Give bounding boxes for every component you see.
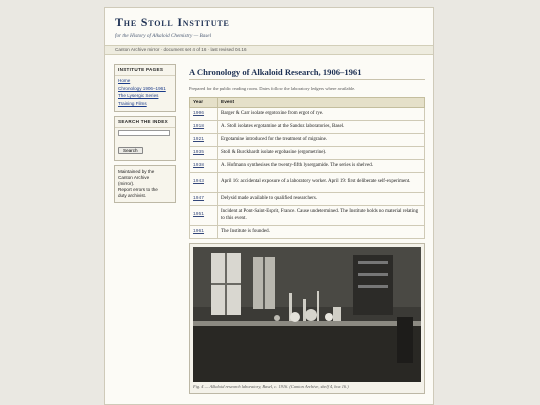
table-row <box>190 206 425 226</box>
search-button[interactable]: Search <box>118 147 143 154</box>
year-link[interactable]: 1943 <box>193 179 205 185</box>
sidebar <box>114 64 176 207</box>
page-lede: Prepared for the public reading room. Dates follow the laboratory ledgers where available. <box>189 86 356 91</box>
laboratory-photo <box>193 247 421 382</box>
event-cell: A. Stoll isolates ergotamine at the Sandoz laboratories, Basel. <box>218 121 425 134</box>
table-row <box>190 226 425 239</box>
event-cell: A. Hofmann synthesises the twenty-fifth lysergamide. The series is shelved. <box>218 160 425 173</box>
year-link[interactable]: 1938 <box>193 162 205 168</box>
table-row <box>190 147 425 160</box>
year-link[interactable]: 1947 <box>193 195 205 201</box>
event-cell: Incident at Pont-Saint-Esprit, France. Cause undetermined. The Institute holds no material relating to this event. <box>218 206 425 226</box>
event-cell: April 16: accidental exposure of a laboratory worker. April 19: first deliberate self-experiment. <box>218 173 425 193</box>
search-box <box>114 116 176 161</box>
maintainer-note-box <box>114 165 176 203</box>
sidebar-nav <box>115 76 175 111</box>
column-header-event: Event <box>218 98 425 108</box>
figure <box>189 243 425 394</box>
table-row <box>190 160 425 173</box>
main-content <box>189 67 425 394</box>
sidebar-link-training-films[interactable]: Training Films <box>118 100 147 106</box>
table-row <box>190 173 425 193</box>
note-line: Maintained by the <box>118 169 155 174</box>
sidebar-link-home[interactable]: Home <box>118 78 131 83</box>
event-cell: Delysid made available to qualified researchers. <box>218 193 425 206</box>
year-link[interactable]: 1961 <box>193 228 205 234</box>
sidebar-link-lysergic-series[interactable]: The Lysergic Series <box>118 93 159 98</box>
institute-pages-box <box>114 64 176 112</box>
table-header-row <box>190 98 425 108</box>
table-row <box>190 108 425 121</box>
table-row <box>190 121 425 134</box>
year-link[interactable]: 1935 <box>193 149 205 155</box>
site-subtitle: for the History of Alkaloid Chemistry — Basel <box>115 33 212 39</box>
search-form <box>115 128 175 160</box>
column-header-year: Year <box>190 98 218 108</box>
chronology-table <box>189 97 425 239</box>
note-line: Report errors to the <box>118 187 158 192</box>
note-line: Canton Archive <box>118 175 150 180</box>
event-cell: Ergotamine introduced for the treatment of migraine. <box>218 134 425 147</box>
page <box>104 7 434 405</box>
table-row <box>190 193 425 206</box>
institute-pages-title: INSTITUTE PAGES <box>115 65 175 76</box>
site-title[interactable]: The Stoll Institute <box>115 15 230 29</box>
search-title: SEARCH THE INDEX <box>115 117 175 128</box>
year-link[interactable]: 1918 <box>193 123 205 129</box>
note-line: duty archivist. <box>118 193 147 198</box>
masthead <box>105 8 433 42</box>
year-link[interactable]: 1906 <box>193 110 205 116</box>
note-line: (mirror). <box>118 181 135 186</box>
search-input[interactable] <box>118 130 170 136</box>
event-cell: Stoll & Burckhardt isolate ergobasine (ergometrine). <box>218 147 425 160</box>
table-row <box>190 134 425 147</box>
year-link[interactable]: 1921 <box>193 136 205 142</box>
page-title: A Chronology of Alkaloid Research, 1906–1961 <box>189 67 425 80</box>
status-bar: Canton Archive mirror · document set 4 of 16 · last revised 04.16 <box>105 45 433 55</box>
event-cell: Barger & Carr isolate ergotoxine from ergot of rye. <box>218 108 425 121</box>
sidebar-link-chronology[interactable]: Chronology 1906–1961 <box>118 85 166 91</box>
event-cell: The Institute is founded. <box>218 226 425 239</box>
maintainer-note <box>115 166 175 202</box>
figure-caption: Fig. 4 — Alkaloid research laboratory, Basel, c. 1916. (Canton Archive, shelf 4, box 16.) <box>193 384 349 389</box>
year-link[interactable]: 1951 <box>193 212 205 218</box>
